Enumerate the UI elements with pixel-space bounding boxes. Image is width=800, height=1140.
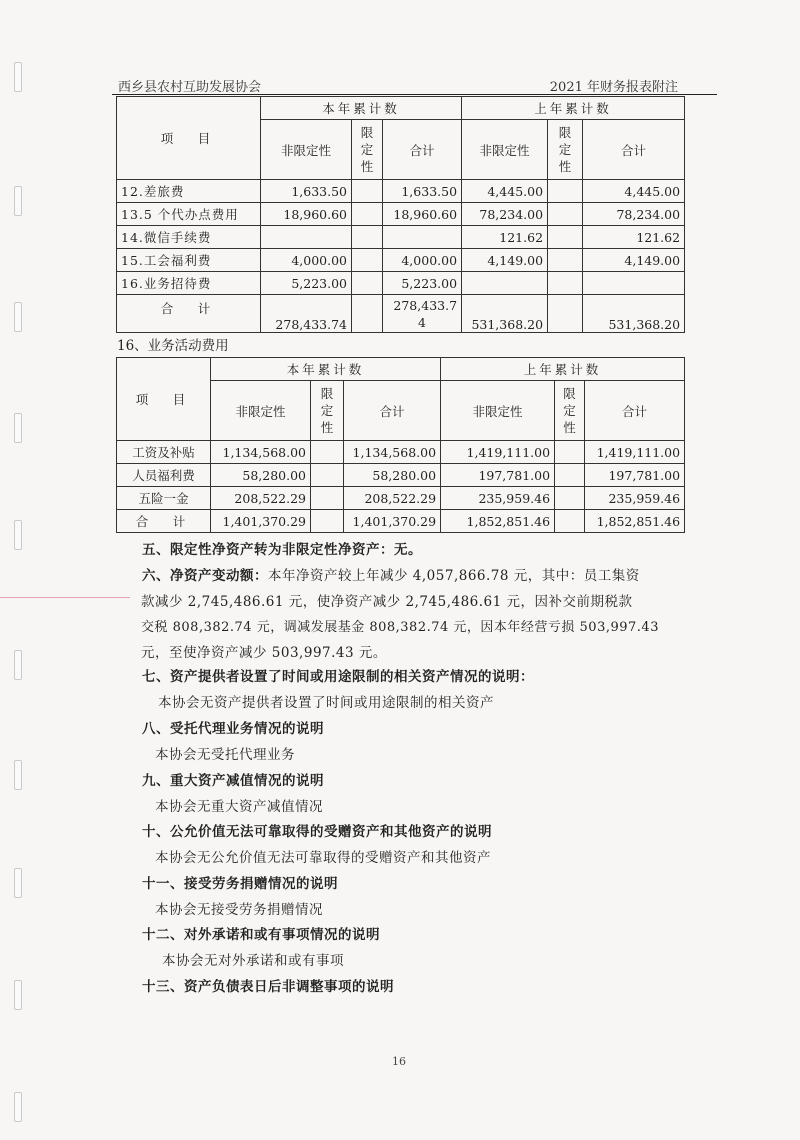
expense-table-continued	[116, 96, 685, 333]
cell: 1,633.50	[383, 180, 462, 203]
cell: 4,000.00	[261, 249, 352, 272]
table-row	[117, 441, 685, 464]
current-year-header: 本年累计数	[211, 358, 441, 381]
note-section-8-title: 八、受托代理业务情况的说明	[142, 721, 324, 737]
row-label: 15.工会福利费	[117, 249, 261, 272]
row-label: 16.业务招待费	[117, 272, 261, 295]
binder-hole	[14, 760, 22, 790]
total-label: 合 计	[117, 295, 261, 333]
cell	[462, 272, 548, 295]
cell	[555, 441, 585, 464]
cell	[548, 295, 583, 333]
cell	[352, 295, 383, 333]
note-section-6-line-3: 交税 808,382.74 元，调减发展基金 808,382.74 元，因本年经营亏损 503,997.43	[141, 620, 659, 635]
cell: 58,280.00	[344, 464, 441, 487]
row-label: 五险一金	[117, 487, 211, 510]
cell: 197,781.00	[585, 464, 685, 487]
cell	[555, 487, 585, 510]
col-unrestricted: 非限定性	[261, 120, 352, 180]
cell	[311, 464, 344, 487]
item-header: 项 目	[117, 358, 211, 441]
prior-year-header: 上年累计数	[462, 97, 685, 120]
note-section-9-title: 九、重大资产减值情况的说明	[142, 773, 324, 789]
table-row	[117, 272, 685, 295]
binder-hole	[14, 302, 22, 332]
cell: 197,781.00	[441, 464, 555, 487]
binder-hole	[14, 1092, 22, 1122]
cell: 235,959.46	[585, 487, 685, 510]
cell: 1,633.50	[261, 180, 352, 203]
note-section-12-title: 十二、对外承诺和或有事项情况的说明	[142, 927, 380, 943]
cell: 1,134,568.00	[211, 441, 311, 464]
page-number: 16	[392, 1055, 406, 1068]
cell: 78,234.00	[583, 203, 685, 226]
binder-hole	[14, 650, 22, 680]
binder-hole	[14, 413, 22, 443]
table-total-row	[117, 295, 685, 333]
cell: 4,000.00	[383, 249, 462, 272]
cell	[352, 249, 383, 272]
cell	[555, 510, 585, 533]
report-title: 2021 年财务报表附注	[549, 80, 678, 95]
table-total-row	[117, 510, 685, 533]
current-year-header: 本年累计数	[261, 97, 462, 120]
cell: 531,368.20	[583, 295, 685, 333]
col-unrestricted: 非限定性	[211, 381, 311, 441]
cell: 5,223.00	[261, 272, 352, 295]
row-label: 人员福利费	[117, 464, 211, 487]
note-section-6-line-4: 元，至使净资产减少 503,997.43 元。	[141, 645, 387, 661]
organization-name: 西乡县农村互助发展协会	[118, 80, 262, 95]
col-unrestricted: 非限定性	[462, 120, 548, 180]
binder-hole	[14, 868, 22, 898]
cell: 4,149.00	[583, 249, 685, 272]
cell	[261, 226, 352, 249]
note-section-13-title: 十三、资产负债表日后非调整事项的说明	[142, 979, 394, 995]
cell: 235,959.46	[441, 487, 555, 510]
cell: 121.62	[583, 226, 685, 249]
col-restricted: 限 定 性	[548, 120, 583, 180]
col-total: 合计	[583, 120, 685, 180]
cell: 121.62	[462, 226, 548, 249]
cell-wrapped: 278,433.7 4	[383, 295, 462, 333]
cell	[352, 180, 383, 203]
cell	[352, 226, 383, 249]
col-total: 合计	[585, 381, 685, 441]
cell	[383, 226, 462, 249]
cell: 1,852,851.46	[585, 510, 685, 533]
total-label: 合 计	[117, 510, 211, 533]
scan-mark-line	[0, 597, 130, 598]
binder-hole	[14, 520, 22, 550]
note-section-6-title: 六、净资产变动额：	[142, 568, 268, 584]
cell: 58,280.00	[211, 464, 311, 487]
cell	[548, 226, 583, 249]
item-header: 项 目	[117, 97, 261, 180]
col-total: 合计	[344, 381, 441, 441]
note-section-7-body: 本协会无资产提供者设置了时间或用途限制的相关资产	[158, 695, 494, 711]
table-row	[117, 203, 685, 226]
cell: 78,234.00	[462, 203, 548, 226]
col-restricted: 限 定 性	[311, 381, 344, 441]
cell: 531,368.20	[462, 295, 548, 333]
table-row	[117, 464, 685, 487]
row-label: 12.差旅费	[117, 180, 261, 203]
table-row	[117, 249, 685, 272]
table-row	[117, 487, 685, 510]
cell: 208,522.29	[344, 487, 441, 510]
cell	[583, 272, 685, 295]
table-row	[117, 180, 685, 203]
note-section-5: 五、限定性净资产转为非限定性净资产：无。	[142, 542, 422, 558]
binder-hole	[14, 62, 22, 92]
note-section-6-text: 本年净资产较上年减少 4,057,866.78 元，其中：员工集资	[268, 568, 640, 584]
cell	[311, 510, 344, 533]
note-section-9-body: 本协会无重大资产减值情况	[155, 799, 323, 815]
note-section-8-body: 本协会无受托代理业务	[155, 747, 295, 763]
note-section-7-title: 七、资产提供者设置了时间或用途限制的相关资产情况的说明：	[142, 669, 534, 685]
cell	[352, 203, 383, 226]
cell	[548, 249, 583, 272]
section-16-title: 16、业务活动费用	[117, 338, 229, 354]
note-section-6-line-1	[142, 564, 640, 584]
cell: 1,419,111.00	[585, 441, 685, 464]
table-row	[117, 226, 685, 249]
note-section-11-body: 本协会无接受劳务捐赠情况	[155, 902, 323, 918]
cell: 1,852,851.46	[441, 510, 555, 533]
binder-hole	[14, 186, 22, 216]
cell: 1,419,111.00	[441, 441, 555, 464]
cell	[311, 487, 344, 510]
cell: 1,401,370.29	[211, 510, 311, 533]
row-label: 13.5 个代办点费用	[117, 203, 261, 226]
cell	[311, 441, 344, 464]
business-activity-expense-table	[116, 357, 685, 533]
note-section-6-line-2: 款减少 2,745,486.61 元，使净资产减少 2,745,486.61 元，因补交前期税款	[141, 594, 633, 610]
prior-year-header: 上年累计数	[441, 358, 685, 381]
note-section-10-body: 本协会无公允价值无法可靠取得的受赠资产和其他资产	[155, 850, 491, 866]
cell	[548, 203, 583, 226]
cell: 278,433.74	[261, 295, 352, 333]
header-rule	[112, 94, 717, 95]
col-total: 合计	[383, 120, 462, 180]
cell: 5,223.00	[383, 272, 462, 295]
cell	[548, 272, 583, 295]
row-label: 工资及补贴	[117, 441, 211, 464]
note-section-11-title: 十一、接受劳务捐赠情况的说明	[142, 876, 338, 892]
cell	[548, 180, 583, 203]
cell: 1,134,568.00	[344, 441, 441, 464]
note-section-10-title: 十、公允价值无法可靠取得的受赠资产和其他资产的说明	[142, 824, 492, 840]
cell: 208,522.29	[211, 487, 311, 510]
cell	[555, 464, 585, 487]
col-restricted: 限 定 性	[555, 381, 585, 441]
col-restricted: 限 定 性	[352, 120, 383, 180]
cell: 4,445.00	[583, 180, 685, 203]
col-unrestricted: 非限定性	[441, 381, 555, 441]
cell: 18,960.60	[383, 203, 462, 226]
cell: 18,960.60	[261, 203, 352, 226]
cell	[352, 272, 383, 295]
binder-hole	[14, 980, 22, 1010]
cell: 1,401,370.29	[344, 510, 441, 533]
note-section-12-body: 本协会无对外承诺和或有事项	[162, 953, 344, 969]
cell: 4,445.00	[462, 180, 548, 203]
row-label: 14.微信手续费	[117, 226, 261, 249]
cell: 4,149.00	[462, 249, 548, 272]
